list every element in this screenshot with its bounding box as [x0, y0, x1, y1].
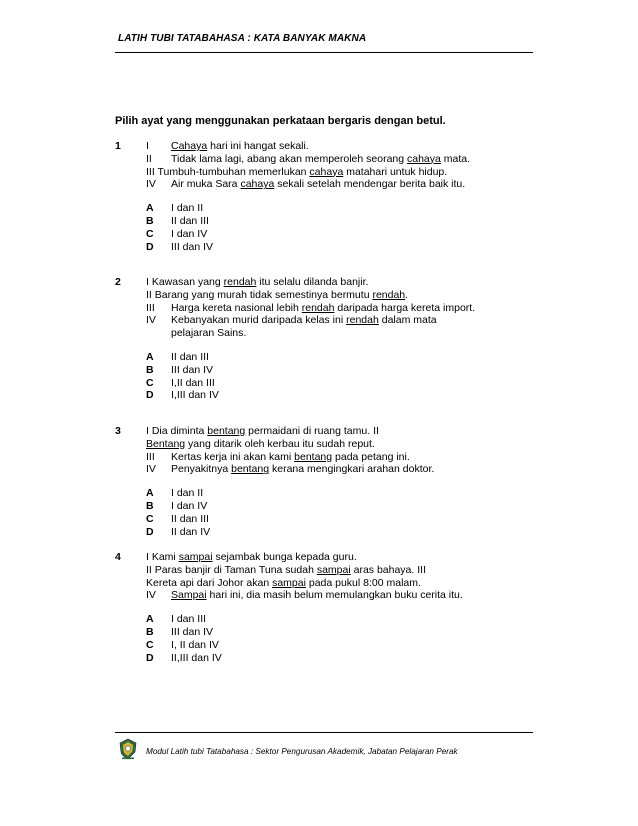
question-number: 3 — [115, 425, 121, 437]
instruction: Pilih ayat yang menggunakan perkataan bergaris dengan betul. — [115, 115, 446, 127]
page-header: LATIH TUBI TATABAHASA : KATA BANYAK MAKNA — [118, 33, 367, 44]
underlined-word: bentang — [294, 450, 333, 463]
underlined-word: Bentang — [146, 437, 186, 450]
statement-line: IV Penyakitnya bentang kerana mengingkari arahan doktor. — [146, 463, 435, 476]
question-number: 4 — [115, 551, 121, 563]
option-d[interactable]: D I,III dan IV — [146, 389, 219, 402]
underlined-word: sampai — [316, 563, 351, 576]
footer-rule — [115, 732, 533, 733]
option-a[interactable]: A I dan III — [146, 613, 207, 626]
option-d[interactable]: D III dan IV — [146, 240, 214, 253]
statement-line: I Kawasan yang rendah itu selalu dilanda banjir. — [146, 276, 369, 288]
answer-options — [146, 613, 536, 664]
option-c[interactable]: C I, II dan IV — [146, 638, 219, 651]
statement-line: IV Sampai hari ini, dia masih belum memulangkan buku cerita itu. — [146, 589, 463, 602]
statement-line: IV Kebanyakan murid daripada kelas ini rendah dalam mata — [146, 314, 437, 327]
option-b[interactable]: B III dan IV — [146, 363, 214, 376]
statement-line: I Cahaya hari ini hangat sekali. — [146, 140, 309, 152]
underlined-word: bentang — [207, 425, 246, 437]
page-footer: Modul Latih tubi Tatabahasa : Sektor Pengurusan Akademik, Jabatan Pelajaran Perak — [146, 747, 458, 756]
option-b[interactable]: B II dan III — [146, 214, 209, 227]
statement-line: II Tidak lama lagi, abang akan memperoleh seorang cahaya mata. — [146, 152, 471, 165]
statement-line: Kereta api dari Johor akan sampai pada pukul 8:00 malam. — [146, 576, 421, 589]
option-a[interactable]: A I dan II — [146, 487, 204, 500]
answer-options — [146, 487, 536, 538]
statement-line: II Paras banjir di Taman Tuna sudah sampai aras bahaya. III — [146, 563, 426, 576]
underlined-word: bentang — [231, 463, 270, 476]
underlined-word: sampai — [272, 576, 306, 589]
option-d[interactable]: D II dan IV — [146, 525, 211, 538]
question-number: 2 — [115, 276, 121, 288]
statement-line: III Harga kereta nasional lebih rendah daripada harga kereta import. — [146, 301, 476, 314]
statement-line: IV Air muka Sara cahaya sekali setelah mendengar berita baik itu. — [146, 178, 466, 191]
underlined-word: rendah — [346, 314, 379, 327]
option-b[interactable]: B I dan IV — [146, 499, 208, 512]
statement-line: I Kami sampai sejambak bunga kepada guru. — [146, 551, 357, 563]
option-c[interactable]: C I dan IV — [146, 227, 208, 240]
question-number: 1 — [115, 140, 121, 152]
state-crest-icon — [118, 738, 138, 760]
statement-line: II Barang yang murah tidak semestinya bermutu rendah. — [146, 288, 409, 301]
option-c[interactable]: C I,II dan III — [146, 376, 215, 389]
answer-options — [146, 202, 536, 253]
option-a[interactable]: A I dan II — [146, 202, 204, 215]
statement-line: Bentang yang ditarik oleh kerbau itu sudah reput. — [146, 437, 375, 450]
underlined-word: Sampai — [171, 589, 207, 602]
underlined-word: rendah — [301, 301, 335, 314]
underlined-word: Cahaya — [171, 140, 208, 152]
option-c[interactable]: C II dan III — [146, 512, 209, 525]
answer-options — [146, 351, 536, 402]
underlined-word: rendah — [372, 288, 406, 301]
statement-line: pelajaran Sains. — [171, 327, 247, 340]
statement-line: III Tumbuh-tumbuhan memerlukan cahaya matahari untuk hidup. — [146, 165, 448, 178]
statement-line: III Kertas kerja ini akan kami bentang pada petang ini. — [146, 450, 410, 463]
underlined-word: cahaya — [407, 152, 441, 165]
underlined-word: cahaya — [240, 178, 275, 191]
underlined-word: cahaya — [309, 165, 344, 178]
header-rule — [115, 52, 533, 53]
underlined-word: rendah — [223, 276, 257, 288]
statement-line: I Dia diminta bentang permaidani di ruang tamu. II — [146, 425, 379, 437]
option-a[interactable]: A II dan III — [146, 350, 209, 363]
option-b[interactable]: B III dan IV — [146, 625, 214, 638]
option-d[interactable]: D II,III dan IV — [146, 651, 222, 664]
underlined-word: sampai — [178, 551, 213, 563]
